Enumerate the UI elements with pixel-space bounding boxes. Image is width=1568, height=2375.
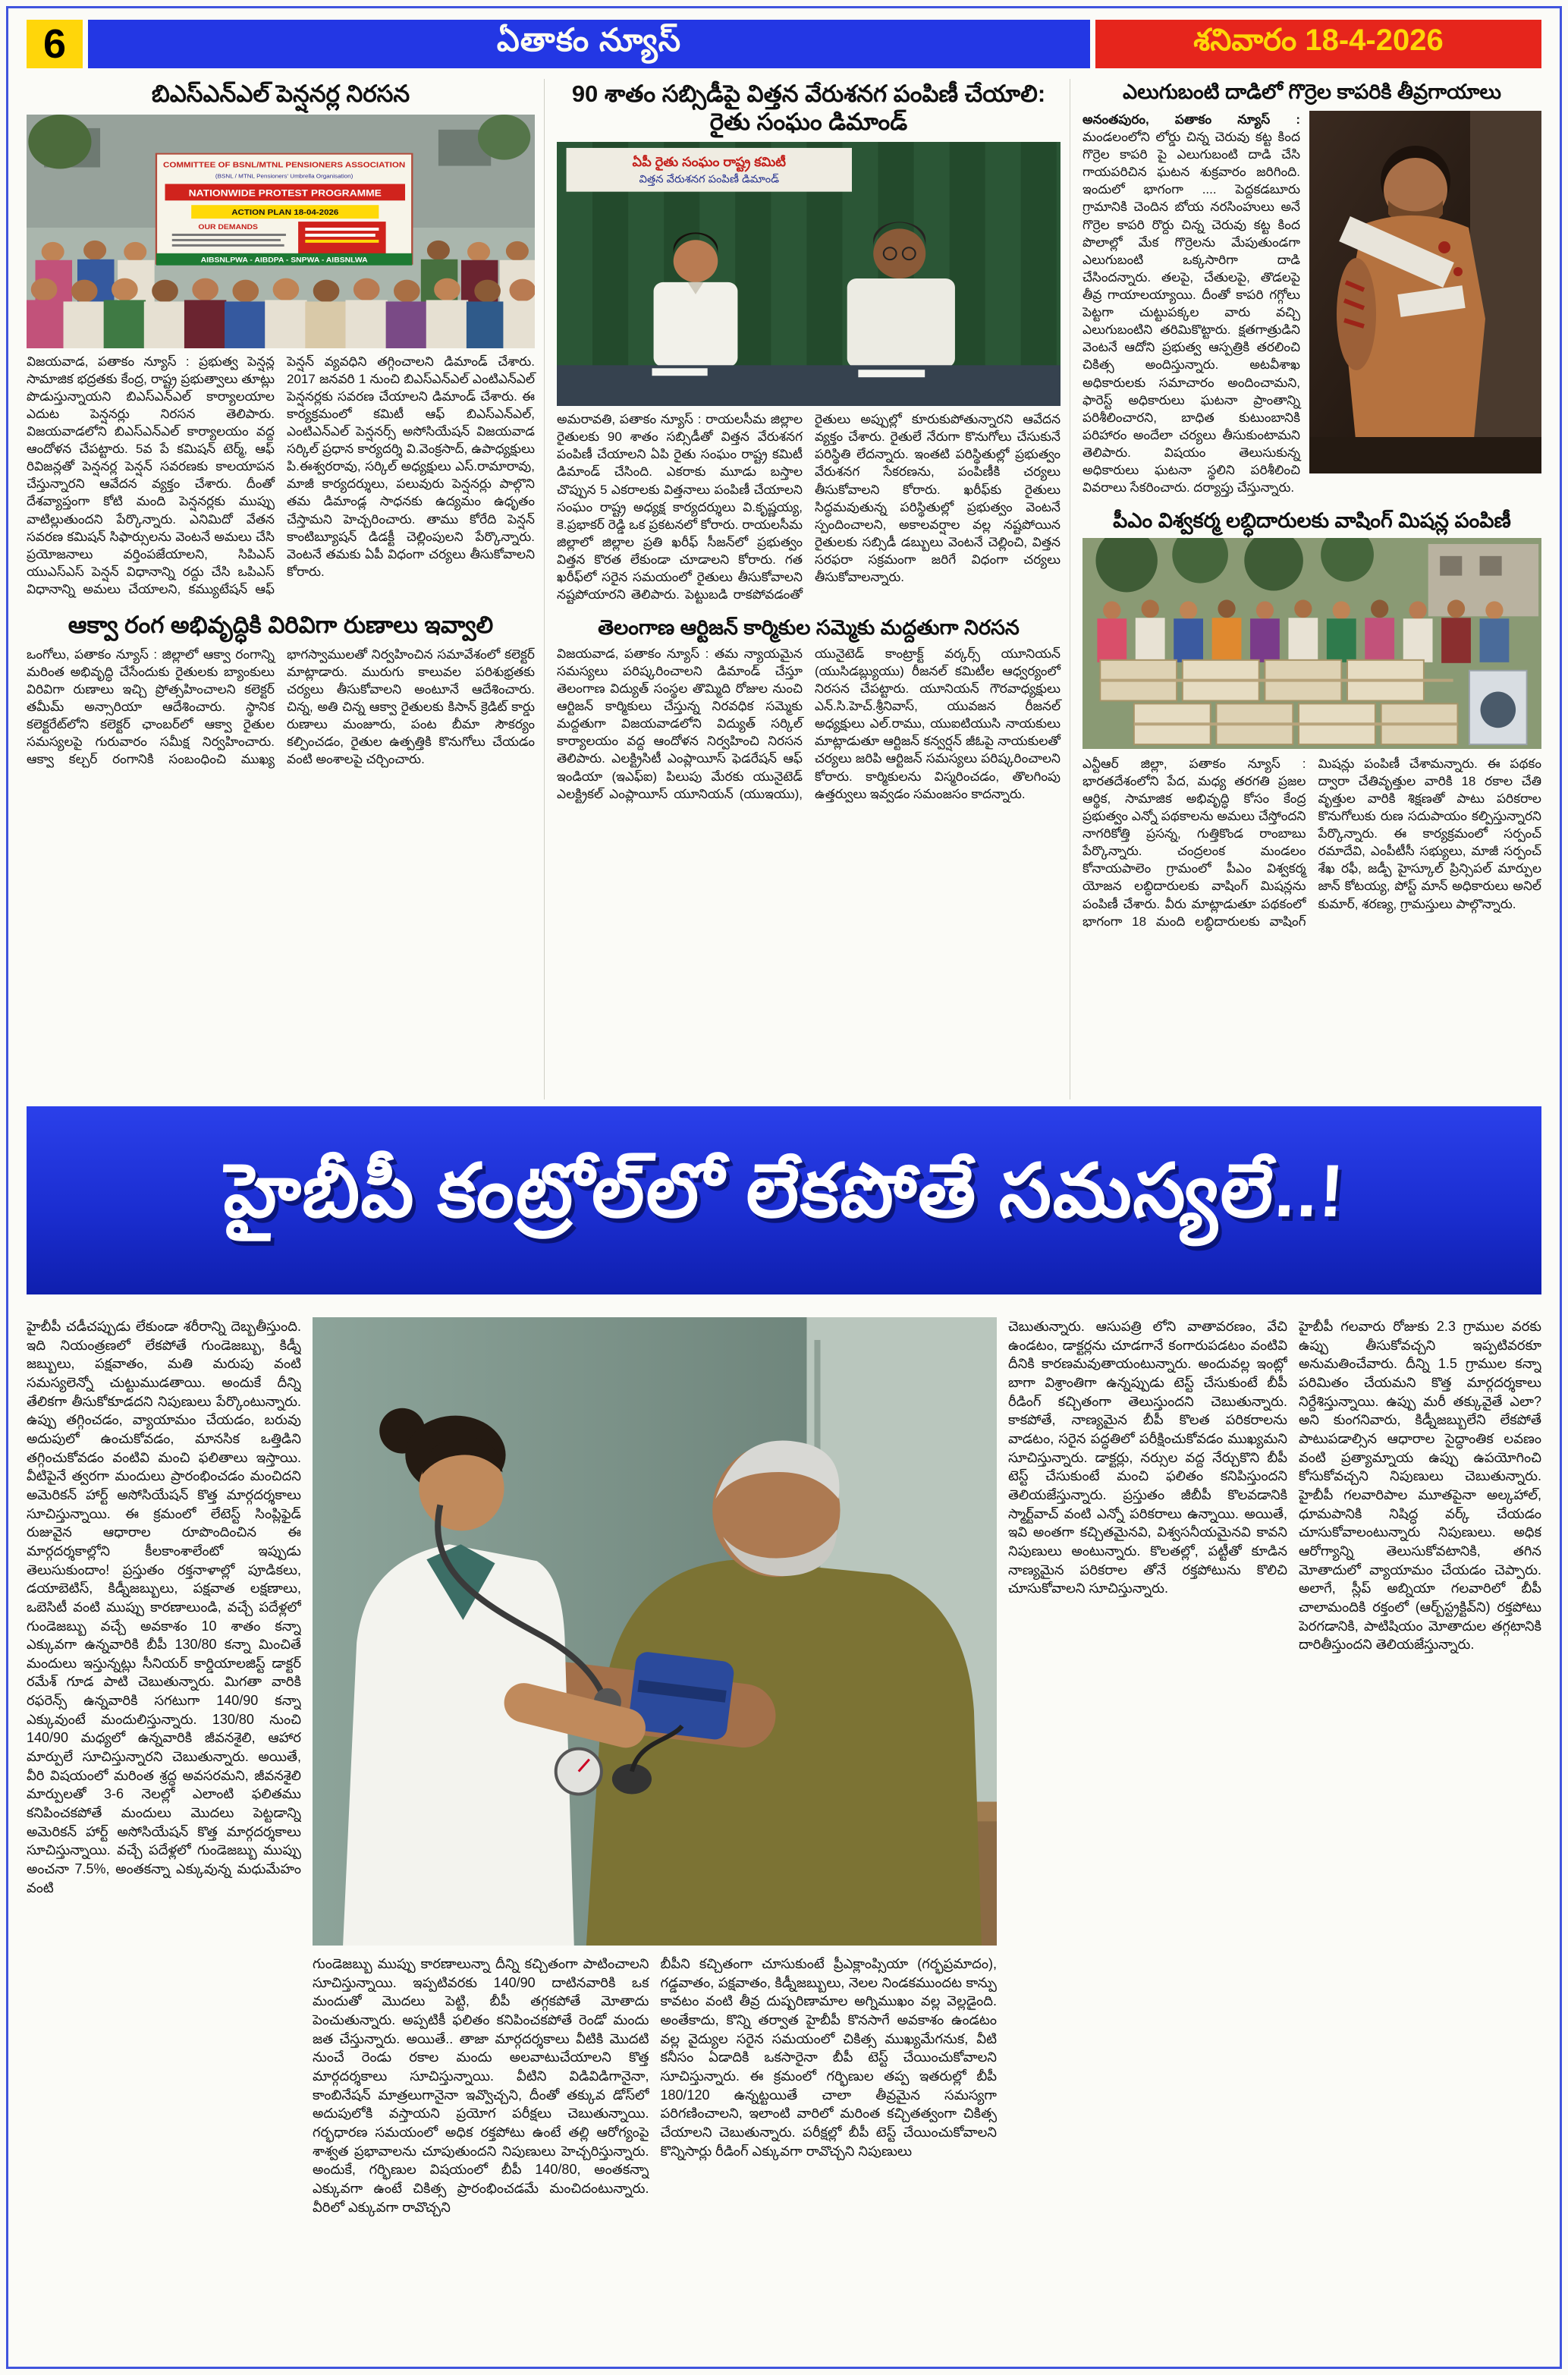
washing-body: ఎన్టీఆర్ జిల్లా, పతాకం న్యూస్ : భారతదేశంలోని పేద, మధ్య తరగతి ప్రజల ఆర్థిక, సామాజిక అభివృద్ధి కోసం కేంద్ర ప్రభుత్వం ఎన్నో పథకాలను అమలు చేస్తోందని నాగరికోత్తి ప్రసన్న, గుత్తికొండ రాంబాబు పేర్కొన్నారు. చంద్రలంక మండలం కోనాయపాలెం గ్రామంలో పీఎం విశ్వకర్మ యోజన లబ్ధిదారులకు వాషింగ్ మిషన్లను పంపిణీ చేశారు. వీరు మాట్లాడుతూ పథకంలో భాగంగా 18 మంది లబ్ధిదారులకు వాషింగ్ మిషన్లు పంపిణీ చేశామన్నారు. ఈ పథకం ద్వారా చేతివృత్తుల వారికి 18 రకాల చేతి వృత్తుల వారికి శిక్షణతో పాటు పరికరాల కొనుగోలుకు రుణ సదుపాయం కల్పిస్తున్నారని పేర్కొన్నారు. ఈ కార్యక్రమంలో సర్పంచ్ రమాదేవి, ఎంపీటీసీ సభ్యులు, మాజీ సర్పంచ్ శేఖ రఫీ, జడ్పీ హైస్కూల్ ప్రిన్సిపల్ మార్పుల జాన్ కోటయ్య, పోస్ట్ మాన్ అధికారులు అనిల్ కుమార్, శరణ్య, గ్రామస్తులు పాల్గొన్నారు. xyxy=(1083,756,1541,929)
protest-banner-line4: ACTION PLAN 18-04-2026 xyxy=(231,208,339,217)
meeting-photo xyxy=(557,142,1061,406)
artisan-body: విజయవాడ, పతాకం న్యూస్ : తమ న్యాయమైన సమస్యలు పరిష్కరించాలని డిమాండ్ చేస్తూ తెలంగాణ విద్యుత్ సంస్థల తొమ్మిది రోజుల నుంచి ఆర్టిజన్ కార్మికులు చేస్తున్న నిరవధిక సమ్మెకు మద్దతుగా విజయవాడలోని విద్యుత్ సర్కిల్ కార్యాలయం వద్ద ఆందోళన నిర్వహించి నిరసన తెలిపారు. ఎలక్ట్రిసిటీ ఎంప్లాయీస్ ఫెడరేషన్ ఆఫ్ ఇండియా (ఇఎఫ్ఐ) పిలుపు మేరకు యునైటెడ్ ఎలక్ట్రికల్ ఎంప్లాయీస్ యూనియన్ (యుఇయు), యునైటెడ్ కాంట్రాక్ట్ వర్కర్స్ యూనియన్ (యుసిడబ్ల్యుయు) రీజనల్ కమిటీల ఆధ్వర్యంలో నిరసన చేపట్టారు. యూనియన్ గౌరవాధ్యక్షులు ఎన్.సి.హెచ్.శ్రీనివాస్, యువజన రీజనల్ అధ్యక్షులు ఎల్.రాము, యుఐటియుసి నాయకులు మాట్లాడుతూ ఆర్టిజన్ కన్వర్షన్ జీఓపై నాయకులతో చర్యలు జరిపి ఆర్టిజన్ సమస్యలు పరిష్కరించాలని కోరారు. కార్మికులను విస్మరించడం, తొలగింపు ఉత్తర్వులు ఇవ్వడం సమంజసం కాదన్నారు. xyxy=(557,646,1061,801)
washing-machine-photo xyxy=(1083,538,1541,749)
bp-col3-text: బీపీని కచ్చితంగా చూసుకుంటే ప్రీఎక్లాంప్సియా (గర్భప్రమాదం), గడ్డవాతం, పక్షవాతం, కిడ్నీజబ్బులు, నెలల నిండకముందట కాన్పు కావటం వంటి తీవ్ర దుష్పరిణామాల అగ్నిముఖం వల్ల వెల్లడైంది. అంతేకాదు, కొన్ని తర్వాత హైబీపీ కొనసాగే అవకాశం ఉండటం వల్ల వైద్యుల సరైన సమయంలో చికిత్స ముఖ్యమేగనుక, వీటి కనీసం ఏడాదికి ఒకసారైనా బీపీ టెస్ట్ చేయించుకోవాలని సూచిస్తున్నారు. ఈ క్రమంలో గర్భిణుల తప్ప ఇతరుల్లో బీపీ 180/120 ఉన్నట్టయితే చాలా తీవ్రమైన సమస్యగా పరిగణించాలని, ఇలాంటి వారిలో మరింత కచ్చితత్వంగా చికిత్స చేయాలని చెబుతున్నారు. పరీక్షల్లో బీపీ టెస్ట్ చేయించుకోవాలని కొన్నిసార్లు రీడింగ్ ఎక్కువగా రావొచ్చని నిపుణులు xyxy=(660,1956,997,2159)
bsnl-body: విజయవాడ, పతాకం న్యూస్ : ప్రభుత్వ పెన్షన్ల సామాజిక భద్రతకు కేంద్ర, రాష్ట్ర ప్రభుత్వాలు తూట్లు పొడుస్తున్నాయని బిఎస్ఎన్ఎల్ కార్యాలయాల ఎదుట పెన్షనర్లు నిరసన తెలిపారు. విజయవాడలోని బిఎస్ఎన్ఎల్ కార్యాలయం వద్ద ఆందోళన చేపట్టారు. 5వ పే కమిషన్ టెర్మ్, ఆఫ్ రివిజన్లతో పెన్షనర్ల పెన్షన్ సవరణకు కాలయాపన చేస్తున్నారని ఆవేదన వ్యక్తం చేశారు. దీంతో దేశవ్యాప్తంగా కోటి మంది పెన్షనర్లకు ముప్పు వాటిల్లుతుందని పేర్కొన్నారు. ఎనిమిదో వేతన సవరణ కమిషన్ సిఫార్సులను వెంటనే అమలు చేసి ప్రయోజనాలు వర్తింపజేయాలని, సిపిఎస్ యుఎస్ఎస్ పెన్షన్ విధానాన్ని రద్దు చేసి ఒపిఎస్ విధానాన్ని అమలు చేయాలని, కమ్యుటేషన్ ఆఫ్ పెన్షన్ వ్యవధిని తగ్గించాలని డిమాండ్ చేశారు. 2017 జనవరి 1 నుంచి బిఎస్ఎన్ఎల్ ఎంటిఎన్ఎల్ పెన్షనర్లకు సవరణ చేయాలని డిమాండ్ చేశారు. ఈ కార్యక్రమంలో కమిటీ ఆఫ్ బిఎస్ఎన్ఎల్, ఎంటిఎన్ఎల్ పెన్షనర్స్ అసోసియేషన్ విజయవాడ సర్కిల్ ప్రధాన కార్యదర్శి వి.వెంక్రసాద్, ఉపాధ్యక్షులు పి.ఈశ్వరరావు, సర్కిల్ అధ్యక్షులు ఎస్.రామారావు, మాజీ కార్యదర్శులు, పలువురు పెన్షనర్లు పాల్గొని తమ డిమాండ్ల సాధనకు ఉద్యమం ఉధృతం చేస్తామని హెచ్చరించారు. తాము కోరేది పెన్షన్ కాంటిబ్యూషన్ డిడక్టీ చెల్లింపులని పేర్కొన్నారు. వెంటనే తమకు ఏపీ విధంగా చర్యలు తీసుకోవాలని కోరారు. xyxy=(27,354,535,596)
protest-photo-illustration xyxy=(27,115,535,348)
bp-check-photo xyxy=(313,1317,997,1946)
bp-check-illustration xyxy=(313,1317,997,1946)
injured-shepherd-photo xyxy=(1309,111,1541,473)
bp-article xyxy=(27,1317,1541,2358)
protest-banner-line2: (BSNL / MTNL Pensioners' Umbrella Organisation) xyxy=(215,172,354,179)
masthead-title: ఏతాకం న్యూస్ xyxy=(88,20,1090,68)
artisan-headline: తెలంగాణ ఆర్టిజన్ కార్మికుల సమ్మెకు మద్దతుగా నిరసన xyxy=(598,616,1020,640)
seed-headline: 90 శాతం సబ్సిడీపై విత్తన వేరుశనగ పంపిణీ చేయాలి: రైతు సంఘం డిమాండ్ xyxy=(571,80,1046,135)
protest-banner-line6: AIBSNLPWA - AIBDPA - SNPWA - AIBSNLWA xyxy=(200,256,368,265)
washing-machine-illustration xyxy=(1083,538,1541,749)
bear-body-text: మండలంలోని లోర్డు చిన్న చెరువు కట్ట కింద గొర్రెల కాపరి పై ఎలుగుబంటి దాడి చేసి గాయపరిచిన ఘటన శుక్రవారం జరిగింది. ఇందులో భాగంగా .... పెద్దకడబూరు గ్రామానికి చెందిన బోయ నరసింహులు అనే గొర్రెల కాపరి రొర్దు చిన్న చెరువు కట్ట కింద పొలాల్లో మేక గొర్రెలను మేపుతుండగా ఎలుగుబంటి ఒక్కసారిగా దాడి చేసిందన్నారు. తలపై, చేతులపై, తొడలపై తీవ్ర గాయాలయ్యాయి. దీంతో కాపరి గగ్గోలు పెట్టగా చుట్టుపక్కల వారు వచ్చి ఎలుగుబంటిని తరిమికొట్టారు. క్షతగాత్రుడిని వెంటనే ఆదోని ప్రభుత్వ ఆస్పత్రికి తరలించి చికిత్స అందిస్తున్నారు. అటవీశాఖ అధికారులకు సమాచారం అందించామని, ఫారెస్ట్ అధికారులు ఘటనా ప్రాంతాన్ని పరిశీలించారని, బాధిత కుటుంబానికి పరిహారం అందేలా చర్యలు తీసుకుంటామని తెలిపారు. విషయం తెలుసుకున్న అధికారులు ఘటనా స్థలిని పరిశీలించి వివరాలు సేకరించారు. దర్యాప్తు చేస్తున్నారు. xyxy=(1083,129,1300,495)
bp-col5 xyxy=(1299,1317,1541,2358)
top-articles xyxy=(27,79,1541,1099)
column-bsnl xyxy=(27,79,545,1099)
bsnl-headline: బిఎస్ఎన్ఎల్ పెన్షనర్ల నిరసన xyxy=(151,80,410,107)
bp-banner-headline: హైబీపీ కంట్రోల్‌లో లేకపోతే సమస్యలే..! xyxy=(222,1149,1348,1232)
washing-headline: పీఎం విశ్వకర్మ లబ్ధిదారులకు వాషింగ్ మిషన్ల పంపిణీ xyxy=(1113,509,1511,533)
aqua-headline: ఆక్వా రంగ అభివృద్ధికి విరివిగా రుణాలు ఇవ్వాలి xyxy=(68,612,494,639)
meeting-photo-illustration xyxy=(557,142,1061,406)
bear-headline: ఎలుగుబంటి దాడిలో గొర్రెల కాపరికి తీవ్రగాయాలు xyxy=(1123,80,1501,103)
date-bar: శనివారం 18-4-2026 xyxy=(1095,20,1541,68)
header xyxy=(27,20,1541,68)
meeting-banner-line2: విత్తన వేరుశనగ పంపిణీ డిమాండ్ xyxy=(639,174,780,186)
bp-col1-text: హైబీపీ చడీచప్పుడు లేకుండా శరీరాన్ని దెబ్బతీస్తుంది. ఇది నియంత్రణలో లేకపోతే గుండెజబ్బు, కిడ్నీ జబ్బులు, పక్షవాతం, మతి మరుపు వంటి సమస్యలెన్నో చుట్టుముడతాయి. అందుకే దీన్ని తేలికగా తీసుకోకూడదని నిపుణులు పేర్కొంటున్నారు. ఉప్పు తగ్గించడం, వ్యాయామం చేయడం, బరువు అదుపులో ఉంచుకోవడం, మానసిక ఒత్తిడిని తగ్గించుకోవడం వంటివి మంచి ఫలితాలు ఇస్తాయి. వీటిపైనే త్వరగా మందులు ప్రారంభించడం మంచిదని అమెరికన్ హార్ట్ అసోసియేషన్ కొత్త మార్గదర్శకాలు సూచిస్తున్నాయి. ఈ క్రమంలో లేటెస్ట్ సింప్లిఫైడ్ రుజువైన ఆధారాల రూపొందించిన ఈ మార్గదర్శకాల్లోని కీలకాంశాలేంటో ఇప్పుడు తెలుసుకుందాం! ప్రస్తుతం రక్తనాళాల్లో పూడికలు, డయాబెటిస్, కిడ్నీజబ్బులు, పక్షవాత లక్షణాలు, ఒబెసిటీ వంటి ముప్పు కారణాలుండి, వచ్చే పదేళ్లలో గుండెజబ్బు వచ్చే అవకాశం 10 శాతం కన్నా ఎక్కువగా ఉన్నవారికి బీపీ 130/80 కన్నా మించితే మందులు ఇస్తున్నట్లు సీనియర్ కార్డియాలజిస్ట్ డాక్టర్ రమేశ్ గూడ పాటి చెబుతున్నారు. మిగతా వారికి రఫరెన్స్ ఉన్నవారికి సగటుగా 140/90 కన్నా ఎక్కువుంటే మందులిస్తున్నారు. 130/80 నుంచి 140/90 మధ్యలో ఉన్నవారికి జీవనశైలి, ఆహార మార్పులే సూచిస్తున్నారని చెబుతున్నారు. అయితే, వీరి విషయంలో మరింత శ్రద్ధ అవసరమని, జీవనశైలి మార్పులతో 3-6 నెలల్లో ఎలాంటి ఫలితము కనిపించకపోతే మందులు మొదలు పెట్టడాన్ని అమెరికన్ హార్ట్ అసోసియేషన్ కొత్త మార్గదర్శకాలు సూచిస్తున్నాయి. వచ్చే పదేళ్లలో గుండెజబ్బు ముప్పు అంచనా 7.5%, అంతకన్నా ఎక్కువున్న మధుమేహం వంటి xyxy=(27,1319,301,1895)
bp-middle xyxy=(313,1317,997,2358)
bp-col1 xyxy=(27,1317,301,2358)
injured-shepherd-illustration xyxy=(1309,111,1541,473)
column-seed xyxy=(557,79,1070,1099)
bp-col4 xyxy=(1008,1317,1287,2358)
protest-banner-line3: NATIONWIDE PROTEST PROGRAMME xyxy=(188,187,382,198)
protest-photo xyxy=(27,115,535,348)
bp-col4-text: చెబుతున్నారు. ఆసుపత్రి లోని వాతావరణం, వేచి ఉండటం, డాక్టర్లను చూడగానే కంగారుపడటం వంటివి దీనికి కారణమవుతాయంటున్నారు. అందువల్ల ఇంట్లో బాగా విశ్రాంతిగా ఉన్నప్పుడు టెస్ట్ చేసుకుంటే బీపీ రీడింగ్ కచ్చితంగా తెలుస్తుందని చెబుతున్నారు. కాకపోతే, నాణ్యమైన బీపీ కొలత పరికరాలను వాడటం, సరైన పద్ధతిలో పరీక్షించుకోవడం ముఖ్యమని సూచిస్తున్నారు. డాక్టర్లు, నర్సుల వద్ద నేర్చుకొని బీపీ టెస్ట్ చేసుకుంటే మంచి ఫలితం కనిపిస్తుందని తెలియజేస్తున్నారు. ప్రస్తుతం జీబీపీ కొలవడానికి స్మార్ట్‌వాచ్ వంటి ఎన్నో పరికరాలు ఉన్నాయి. అయితే, ఇవి అంతగా కచ్చితమైనవి, విశ్వసనీయమైనవి కావని నిపుణులు అంటున్నారు. కొలతల్లో, పట్టీతో కూడిన నాణ్యమైన పరికరాల తోనే రక్తపోటును కొలిచి చూసుకోవాలని సూచిస్తున్నారు. xyxy=(1008,1319,1287,1596)
page-number: 6 xyxy=(27,20,83,68)
aqua-body: ఒంగోలు, పతాకం న్యూస్ : జిల్లాలో ఆక్వా రంగాన్ని మరింత అభివృద్ధి చేసేందుకు రైతులకు బ్యాంకులు విరివిగా రుణాలు ఇచ్చి ప్రోత్సహించాలని కలెక్టర్ తమీమ్ అన్సారియా ఆదేశించారు. స్థానిక కలెక్టరేట్‌లోని కలెక్టర్ ఛాంబర్‌లో ఆక్వా రైతుల సమస్యలపై గురువారం సమీక్ష నిర్వహించారు. ఆక్వా కల్చర్ రంగానికి సంబంధించి ముఖ్య భాగస్వాములతో నిర్వహించిన సమావేశంలో కలెక్టర్ మాట్లాడారు. మురుగు కాలువల పరిశుభ్రతకు చర్యలు తీసుకోవాలని అంటూనే ఆదేశించారు. చిన్న, అతి చిన్న ఆక్వా రైతులకు కిసాన్ క్రెడిట్ కార్డు రుణాలు మంజూరు, పంట బీమా సౌకర్యం కల్పించడం, రైతుల ఉత్పత్తికి కొనుగోలు చేయడం వంటి అంశాలపై చర్చించారు. xyxy=(27,646,535,767)
bp-col2 xyxy=(313,1955,649,2358)
bp-banner xyxy=(27,1106,1541,1294)
protest-banner-line1: COMMITTEE OF BSNL/MTNL PENSIONERS ASSOCIATION xyxy=(163,160,406,169)
bp-sub-columns xyxy=(313,1955,997,2358)
bear-article-body xyxy=(1083,111,1541,496)
bp-col5-text: హైబీపీ గలవారు రోజుకు 2.3 గ్రాముల వరకు ఉప్పు తీసుకోవచ్చని ఇప్పటివరకూ అనుమతించేవారు. దీన్ని 1.5 గ్రాముల కన్నా పరిమితం చేయమని కొత్త మార్గదర్శకాలు నిర్దేశిస్తున్నాయి. ఉప్పు మరీ తక్కువైతే ఎలా? అని కుంగనివారు, కిడ్నీజబ్బులేని లేకపోతే పాటుపడాల్సిన ఆధారాల సైద్ధాంతిక లవణం వంటి ప్రత్యామ్నాయ ఉప్పు ఉపయోగించి కోసుకోవచ్చని నిపుణులు చెబుతున్నారు. హైబీపీ గలవారిపాల మూతపైనా అల్కహాల్, ధూమపానికి నిషిద్ధ వర్క్ చేయడం చూసుకోవాలంటున్నారు నిపుణులు. అధిక ఆరోగ్యాన్ని తెలుసుకోవటానికి, తగిన మోతాదులో వ్యాయామం చేయడం చెప్పారు. అలాగే, స్లీప్ అబ్నియా గలవారిలో బీపీ చాలామందికి రక్తంలో (ఆర్బ్‌స్ట్రక్టివ్‌ని) రక్తపోటు పెరగడానికి, పాటిషియం మోతాదుల తగ్గటానికి దారితీస్తుందని తెలియజేస్తున్నారు. xyxy=(1299,1319,1541,1653)
bp-col3 xyxy=(661,1955,998,2358)
bp-col2-text: గుండెజబ్బు ముప్పు కారణాలున్నా దీన్ని కచ్చితంగా పాటించాలని సూచిస్తున్నాయి. ఇప్పటివరకు 140/90 దాటినవారికి ఒక మందుతో మొదలు పెట్టి, బీపీ తగ్గకపోతే మోతాదు పెంచుతున్నారు. అప్పటికీ ఫలితం కనిపించకపోతే రెండో మందు జత చేస్తున్నారు. అయితే.. తాజా మార్గదర్శకాలు వీటికి మొదటి నుంచే రెండు రకాల మందు అలవాటుచేయాలని కొత్త మార్గదర్శకాలు సూచిస్తున్నాయి. వీటిని విడివిడిగానైనా, కాంబినేషన్ మాత్రలుగానైనా ఇవ్వొచ్చని, దీంతో తక్కువ డోస్‌లో అదుపులోకి వస్తాయని ప్రయోగ పరీక్షలు చెబుతున్నాయి. గర్భధారణ సమయంలో అధిక రక్తపోటు ఉంటే తల్లి ఆరోగ్యంపై శాశ్వత ప్రభావాలను చూపుతుందని నిపుణులు హెచ్చరిస్తున్నారు. అందుకే, గర్భిణుల విషయంలో బీపీ 140/80, అంతకన్నా ఎక్కువగా ఉంటే చికిత్స ప్రారంభించడమే మంచిదంటున్నారు. వీరిలో ఎక్కువగా రావొచ్చని xyxy=(313,1956,649,2215)
bear-dateline: అనంతపురం, పతాకం న్యూస్ : xyxy=(1083,112,1300,127)
column-bear xyxy=(1083,79,1541,1099)
seed-body: అమరావతి, పతాకం న్యూస్ : రాయలసీమ జిల్లాల రైతులకు 90 శాతం సబ్సిడీతో విత్తన వేరుశనగ పంపిణీ చేయాలని ఏపి రైతు సంఘం రాష్ట్ర కమిటీ డిమాండ్ చేసింది. ఎకరాకు మూడు బస్తాల చొప్పున 5 ఎకరాలకు విత్తనాలు పంపిణీ చేయాలని సంఘం రాష్ట్ర అధ్యక్ష కార్యదర్శులు వి.కృష్ణయ్య, కె.ప్రభాకర్ రెడ్డి ఒక ప్రకటనలో కోరారు. రాయలసీమ జిల్లాలో జిల్లాల ప్రతి ఖరీఫ్ సీజన్‌లో ప్రభుత్వం విత్తన కొరత లేకుండా చూడాలని కోరారు. గత ఖరీఫ్‌లో సరైన సమయంలో రైతులు తీసుకోవాలని నష్టపోయారని తెలిపారు. పెట్టుబడి రాకపోవడంతో రైతులు అప్పుల్లో కూరుకుపోతున్నారని ఆవేదన వ్యక్తం చేశారు. రైతులే నేరుగా కొనుగోలు చేసుకునే పరిస్థితి లేదన్నారు. ఇంతటి పరిస్థితుల్లో ప్రభుత్వం వేరుశనగ సేకరణను, పంపిణీకి చర్యలు తీసుకోవాలని కోరారు. ఖరీఫ్‌కు రైతులు సిద్ధమవుతున్న పరిస్థితుల్లో ప్రభుత్వం వెంటనే స్పందించాలని, అకాలవర్షాల వల్ల నష్టపోయిన రైతులకు సబ్సిడీ డబ్బులు వెంటనే చెల్లించి, విత్తన సరఫరా సక్రమంగా జరిగే విధంగా చర్యలు తీసుకోవాలన్నారు. xyxy=(557,412,1061,602)
protest-banner-line5: OUR DEMANDS xyxy=(198,223,258,231)
meeting-banner-line1: ఏపీ రైతు సంఘం రాష్ట్ర కమిటీ xyxy=(632,154,786,169)
